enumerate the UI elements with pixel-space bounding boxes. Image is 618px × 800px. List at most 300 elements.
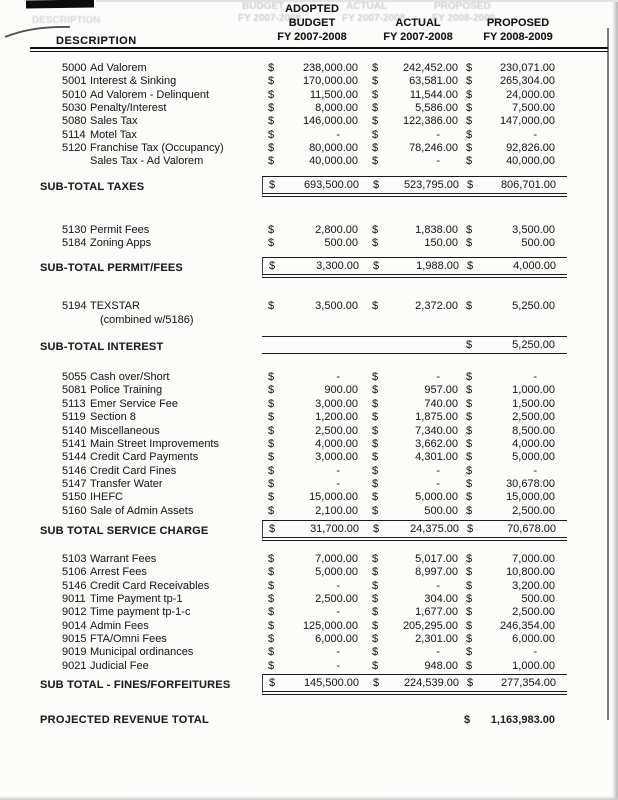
account-label: Zoning Apps [90,237,152,250]
ghost-actual-fy-bleedthrough: FY 2007-2008 [342,13,406,24]
proposed-value: 2,500.00 [512,411,555,424]
actual-value: 7,340.00 [415,424,458,437]
actual-value: 205,295.00 [402,619,458,632]
budget-value: - [336,464,340,477]
account-label: Cash over/Short [90,371,170,384]
actual-value: 4,301.00 [415,451,458,464]
actual-value: - [436,646,440,659]
account-code: 5146 [62,579,87,592]
table-row [0,411,618,424]
actual-subtotal: 523,795.00 [403,178,459,191]
ghost-budget-bleedthrough: BUDGET [242,1,285,12]
proposed-value: 265,304.00 [499,75,555,88]
currency-symbol-budget: $ [268,237,275,250]
proposed-value: 2,500.00 [512,606,555,619]
col-header-budget: BUDGET [288,17,336,29]
account-label: IHEFC [90,491,123,504]
actual-value: 5,586.00 [415,102,458,115]
account-label: FTA/Omni Fees [90,632,167,645]
account-code: 5130 [62,223,87,236]
actual-value: 3,662.00 [415,437,458,450]
currency-symbol-budget: $ [268,75,275,88]
currency-symbol-actual: $ [372,464,379,477]
currency-symbol-actual: $ [372,504,379,517]
currency-symbol-actual: $ [372,646,379,659]
account-label: Credit Card Receivables [90,579,210,592]
currency-symbol-proposed: $ [466,619,473,632]
table-row [0,89,618,102]
currency-symbol-proposed: $ [466,579,473,592]
section-taxes [0,62,618,169]
budget-value: - [336,646,340,659]
budget-value: 15,000.00 [309,491,358,504]
actual-value: 500.00 [424,504,458,517]
account-code: 5001 [62,75,87,88]
currency-symbol-proposed: $ [466,115,473,128]
budget-subtotal: 3,300.00 [316,260,359,273]
currency-symbol-actual: $ [372,451,379,464]
currency-symbol-actual: $ [372,619,379,632]
table-row [0,646,618,659]
currency-symbol-proposed: $ [466,102,473,115]
actual-value: 8,997.00 [415,566,458,579]
currency-symbol-budget: $ [268,659,275,672]
actual-value: 242,452.00 [402,62,458,74]
actual-subtotal: 224,539.00 [403,677,459,689]
currency-symbol-budget: $ [268,606,275,619]
currency-symbol-budget: $ [268,88,275,101]
actual-value: 5,017.00 [415,552,458,565]
account-code: 9015 [62,632,87,645]
subtotal-row [0,336,618,354]
budget-value: 238,000.00 [302,62,358,74]
currency-symbol-actual: $ [372,592,379,605]
currency-symbol-budget: $ [268,437,275,450]
budget-value: 7,000.00 [315,552,358,565]
account-code: 5106 [62,566,87,579]
budget-value: 900.00 [324,384,358,397]
table-row [0,620,618,633]
currency-symbol-actual: $ [373,178,380,191]
subtotal-values-box [262,257,567,278]
proposed-value: 24,000.00 [506,88,555,101]
actual-value: 1,838.00 [415,223,458,236]
currency-symbol-actual: $ [372,102,379,115]
section-permits [0,224,618,251]
currency-symbol-proposed: $ [466,128,473,141]
page-edge-bottom [0,796,618,800]
table-row [0,237,618,250]
actual-value: 1,875.00 [415,411,458,424]
subtotal-row [0,520,618,541]
ghost-proposed-bleedthrough: PROPOSED [434,1,491,12]
currency-symbol-proposed: $ [466,88,473,101]
currency-symbol-budget: $ [269,178,276,191]
account-code: 5141 [62,437,87,450]
proposed-value: 30,678.00 [506,477,555,490]
currency-symbol-actual: $ [373,522,380,535]
currency-symbol-actual: $ [372,437,379,450]
currency-symbol-budget: $ [268,451,275,464]
currency-symbol-proposed: $ [466,566,473,579]
account-label: Municipal ordinances [90,646,194,659]
table-row [0,478,618,491]
table-row [0,300,618,313]
account-code: 5160 [62,504,87,517]
account-label: Penalty/Interest [90,102,167,115]
subtotal-row [0,176,618,197]
actual-value: - [436,128,440,141]
proposed-value: 1,500.00 [512,397,555,410]
account-label: Time Payment tp-1 [90,592,183,605]
currency-symbol-actual: $ [372,62,379,74]
col-header-proposed: PROPOSED [486,17,550,29]
col-header-actual: ACTUAL [395,17,441,29]
account-code: 5055 [62,371,87,384]
actual-value: - [436,371,440,384]
currency-symbol-budget: $ [269,677,276,689]
account-sublabel: (combined w/5186) [100,313,194,326]
actual-value: 2,372.00 [415,300,458,313]
account-label: Time payment tp-1-c [90,606,191,619]
currency-symbol-proposed: $ [466,300,473,313]
subtotal-label: SUB TOTAL - FINES/FORFEITURES [40,679,231,691]
currency-symbol-proposed: $ [466,451,473,464]
proposed-subtotal: 5,250.00 [512,339,555,352]
account-label: Section 8 [90,411,136,424]
currency-symbol-proposed: $ [467,677,474,689]
account-label: Police Training [90,384,163,397]
currency-symbol-budget: $ [268,115,275,128]
proposed-subtotal: 277,354.00 [500,677,556,689]
proposed-value: 500.00 [521,237,555,250]
section-interest [0,300,618,327]
currency-symbol-actual: $ [372,632,379,645]
proposed-value: 2,500.00 [512,504,555,517]
budget-subtotal: 145,500.00 [303,677,359,689]
budget-value: 125,000.00 [302,619,358,632]
currency-symbol-actual: $ [372,88,379,101]
currency-symbol-proposed: $ [466,62,473,74]
currency-symbol-actual: $ [372,477,379,490]
currency-symbol-proposed: $ [466,464,473,477]
ghost-budget-fy-bleedthrough: FY 2007-2008 [238,13,302,24]
actual-value: 78,246.00 [409,142,458,155]
table-row [0,75,618,88]
currency-symbol-proposed: $ [466,659,473,672]
proposed-subtotal: 4,000.00 [513,260,556,273]
actual-value: 2,301.00 [415,632,458,645]
budget-value: - [336,128,340,141]
actual-value: 63,581.00 [409,75,458,88]
col-header-budget-fy: FY 2007-2008 [277,31,347,43]
budget-value: 2,500.00 [315,424,358,437]
currency-symbol-budget: $ [268,384,275,397]
currency-symbol-actual: $ [372,75,379,88]
table-row [0,142,618,155]
proposed-value: - [533,464,537,477]
account-code: 5030 [62,102,87,115]
actual-value: 1,677.00 [415,606,458,619]
currency-symbol-budget: $ [268,128,275,141]
currency-symbol-proposed: $ [466,592,473,605]
table-row [0,633,618,646]
actual-value: 11,544.00 [409,88,458,101]
subtotal-label: SUB-TOTAL INTEREST [40,341,164,354]
budget-value: 4,000.00 [315,437,358,450]
table-row [0,580,618,593]
currency-symbol-actual: $ [372,579,379,592]
account-label: Franchise Tax (Occupancy) [90,142,224,155]
subtotal-label: SUB-TOTAL TAXES [40,180,145,193]
table-row [0,465,618,478]
budget-value: - [336,659,340,672]
table-row [0,102,618,115]
currency-symbol-proposed: $ [466,552,473,565]
proposed-value: 6,000.00 [512,632,555,645]
account-label: Ad Valorem - Delinquent [90,88,210,101]
account-code: 5119 [62,411,86,424]
actual-value: - [436,464,440,477]
currency-symbol-budget: $ [268,632,275,645]
section-fines [0,553,618,673]
currency-symbol-budget: $ [268,566,275,579]
currency-symbol-actual: $ [372,397,379,410]
currency-symbol-actual: $ [372,371,379,384]
account-label: Credit Card Fines [90,464,177,477]
budget-value: 6,000.00 [315,632,358,645]
table-row [0,224,618,237]
subtotal-row [0,674,618,695]
currency-symbol-proposed: $ [466,384,473,397]
account-label: Permit Fees [90,223,150,236]
proposed-value: 10,800.00 [506,566,555,579]
table-row [0,384,618,397]
table-row [0,660,618,673]
budget-value: 500.00 [324,237,358,250]
ghost-proposed-fy-bleedthrough: FY 2008-2009 [432,13,496,24]
col-header-description: DESCRIPTION [56,35,137,47]
budget-value: - [336,606,340,619]
table-row [0,491,618,504]
account-label: Main Street Improvements [90,437,219,450]
currency-symbol-actual: $ [372,566,379,579]
proposed-value: 15,000.00 [506,491,555,504]
total-value: 1,163,983.00 [490,714,555,726]
actual-value: - [436,579,440,592]
account-label: Sales Tax - Ad Valorem [90,155,204,168]
currency-symbol-actual: $ [372,142,379,155]
proposed-value: 500.00 [521,592,555,605]
table-row [0,371,618,384]
budget-value: 1,200.00 [315,411,358,424]
currency-symbol-actual: $ [372,606,379,619]
subtotal-values-box [262,176,567,197]
budget-value: 40,000.00 [309,155,358,168]
currency-symbol-budget: $ [268,504,275,517]
currency-symbol-proposed: $ [466,237,473,250]
currency-symbol-proposed: $ [466,371,473,384]
actual-value: 948.00 [424,659,458,672]
currency-symbol-budget: $ [268,371,275,384]
table-row [0,155,618,168]
budget-value: 3,500.00 [315,300,358,313]
table-row [0,606,618,619]
account-label: Judicial Fee [90,659,149,672]
budget-value: 2,100.00 [315,504,358,517]
section-service [0,371,618,518]
currency-symbol-proposed: $ [466,424,473,437]
budget-value: 2,800.00 [315,223,358,236]
projected-revenue-total-row [0,714,618,729]
budget-subtotal: 31,700.00 [310,522,359,535]
proposed-value: 5,250.00 [512,300,555,313]
currency-symbol-proposed: $ [466,397,473,410]
ghost-description-bleedthrough: DESCRIPTION [32,15,101,26]
actual-subtotal: 1,988.00 [416,260,459,273]
account-code: 5144 [62,451,87,464]
table-row [0,593,618,606]
currency-symbol-proposed: $ [466,504,473,517]
account-code: 5103 [62,552,87,565]
account-code: 5120 [62,142,87,155]
table-row [0,566,618,579]
account-label: Motel Tax [90,128,137,141]
proposed-value: - [533,128,537,141]
proposed-value: 92,826.00 [506,142,555,155]
account-code: 5150 [62,491,87,504]
currency-symbol-proposed: $ [466,606,473,619]
currency-symbol-actual: $ [373,677,380,689]
actual-value: - [436,477,440,490]
budget-value: - [336,477,340,490]
proposed-value: 230,071.00 [499,62,555,74]
currency-symbol-budget: $ [268,102,275,115]
proposed-value: 40,000.00 [506,155,555,168]
currency-symbol-budget: $ [269,260,276,273]
proposed-value: 7,500.00 [512,102,555,115]
budget-value: 170,000.00 [302,75,358,88]
proposed-value: 246,354.00 [499,619,555,632]
currency-symbol-budget: $ [268,477,275,490]
account-code: 5113 [62,397,86,410]
currency-symbol-budget: $ [268,464,275,477]
proposed-value: 3,200.00 [512,579,555,592]
proposed-value: 3,500.00 [512,223,555,236]
budget-value: 2,500.00 [315,592,358,605]
actual-subtotal: 24,375.00 [410,522,459,535]
account-code: 5081 [62,384,87,397]
account-code: 9011 [62,592,86,605]
account-code: 5146 [62,464,87,477]
subtotal-label: SUB TOTAL SERVICE CHARGE [40,524,209,537]
account-code: 9014 [62,619,87,632]
account-label: Miscellaneous [90,424,160,437]
account-code: 5000 [62,62,87,74]
account-label: Warrant Fees [90,552,157,565]
currency-symbol-budget: $ [268,142,275,155]
currency-symbol-proposed: $ [466,411,473,424]
actual-value: 150.00 [424,237,458,250]
account-code: 9019 [62,646,87,659]
proposed-value: - [533,371,537,384]
currency-symbol-budget: $ [268,491,275,504]
currency-symbol-actual: $ [372,552,379,565]
currency-symbol-actual: $ [372,128,379,141]
currency-symbol-budget: $ [268,411,275,424]
budget-value: 146,000.00 [302,115,358,128]
table-row [0,425,618,438]
proposed-value: 1,000.00 [512,659,555,672]
currency-symbol-actual: $ [372,223,379,236]
budget-value: 8,000.00 [315,102,358,115]
actual-value: 5,000.00 [415,491,458,504]
ghost-actual-bleedthrough: ACTUAL [346,1,388,12]
currency-symbol-budget: $ [268,579,275,592]
proposed-value: 5,000.00 [512,451,555,464]
proposed-value: 147,000.00 [499,115,555,128]
currency-symbol-proposed: $ [467,522,474,535]
total-label: PROJECTED REVENUE TOTAL [40,714,210,726]
currency-symbol-actual: $ [372,237,379,250]
currency-symbol-proposed: $ [466,142,473,155]
account-label: Credit Card Payments [90,451,199,464]
budget-value: - [336,579,340,592]
budget-value: 3,000.00 [315,451,358,464]
account-code: 5184 [62,237,87,250]
proposed-value: 8,500.00 [512,424,555,437]
table-row [0,451,618,464]
subtotal-row [0,257,618,278]
account-code: 9021 [62,659,87,672]
budget-value: - [336,371,340,384]
account-label: Arrest Fees [90,566,147,579]
currency-symbol-budget: $ [268,592,275,605]
currency-symbol-proposed: $ [467,260,474,273]
budget-value: 11,500.00 [309,88,358,101]
currency-symbol-proposed: $ [466,491,473,504]
currency-symbol-proposed: $ [466,155,473,168]
actual-value: 304.00 [424,592,458,605]
currency-symbol-actual: $ [372,411,379,424]
account-code: 5114 [62,128,86,141]
col-header-proposed-fy: FY 2008-2009 [483,31,553,43]
currency-symbol-total: $ [464,714,471,726]
currency-symbol-budget: $ [269,522,276,535]
actual-value: - [436,155,440,168]
proposed-value: - [533,646,537,659]
table-row [0,398,618,411]
currency-symbol-proposed: $ [467,178,474,191]
proposed-subtotal: 70,678.00 [507,522,556,535]
actual-value: 957.00 [424,384,458,397]
account-code: 5147 [62,477,87,490]
currency-symbol-proposed: $ [466,223,473,236]
account-code: 5194 [62,300,87,313]
table-row [0,505,618,518]
currency-symbol-budget: $ [268,62,275,74]
account-code: 5010 [62,88,87,101]
currency-symbol-actual: $ [372,491,379,504]
col-header-adopted: ADOPTED [285,3,339,15]
subtotal-values-box [262,520,567,541]
currency-symbol-proposed: $ [466,477,473,490]
currency-symbol-budget: $ [268,397,275,410]
currency-symbol-actual: $ [372,659,379,672]
proposed-value: 1,000.00 [512,384,555,397]
currency-symbol-proposed: $ [466,632,473,645]
col-header-actual-fy: FY 2007-2008 [383,31,453,43]
